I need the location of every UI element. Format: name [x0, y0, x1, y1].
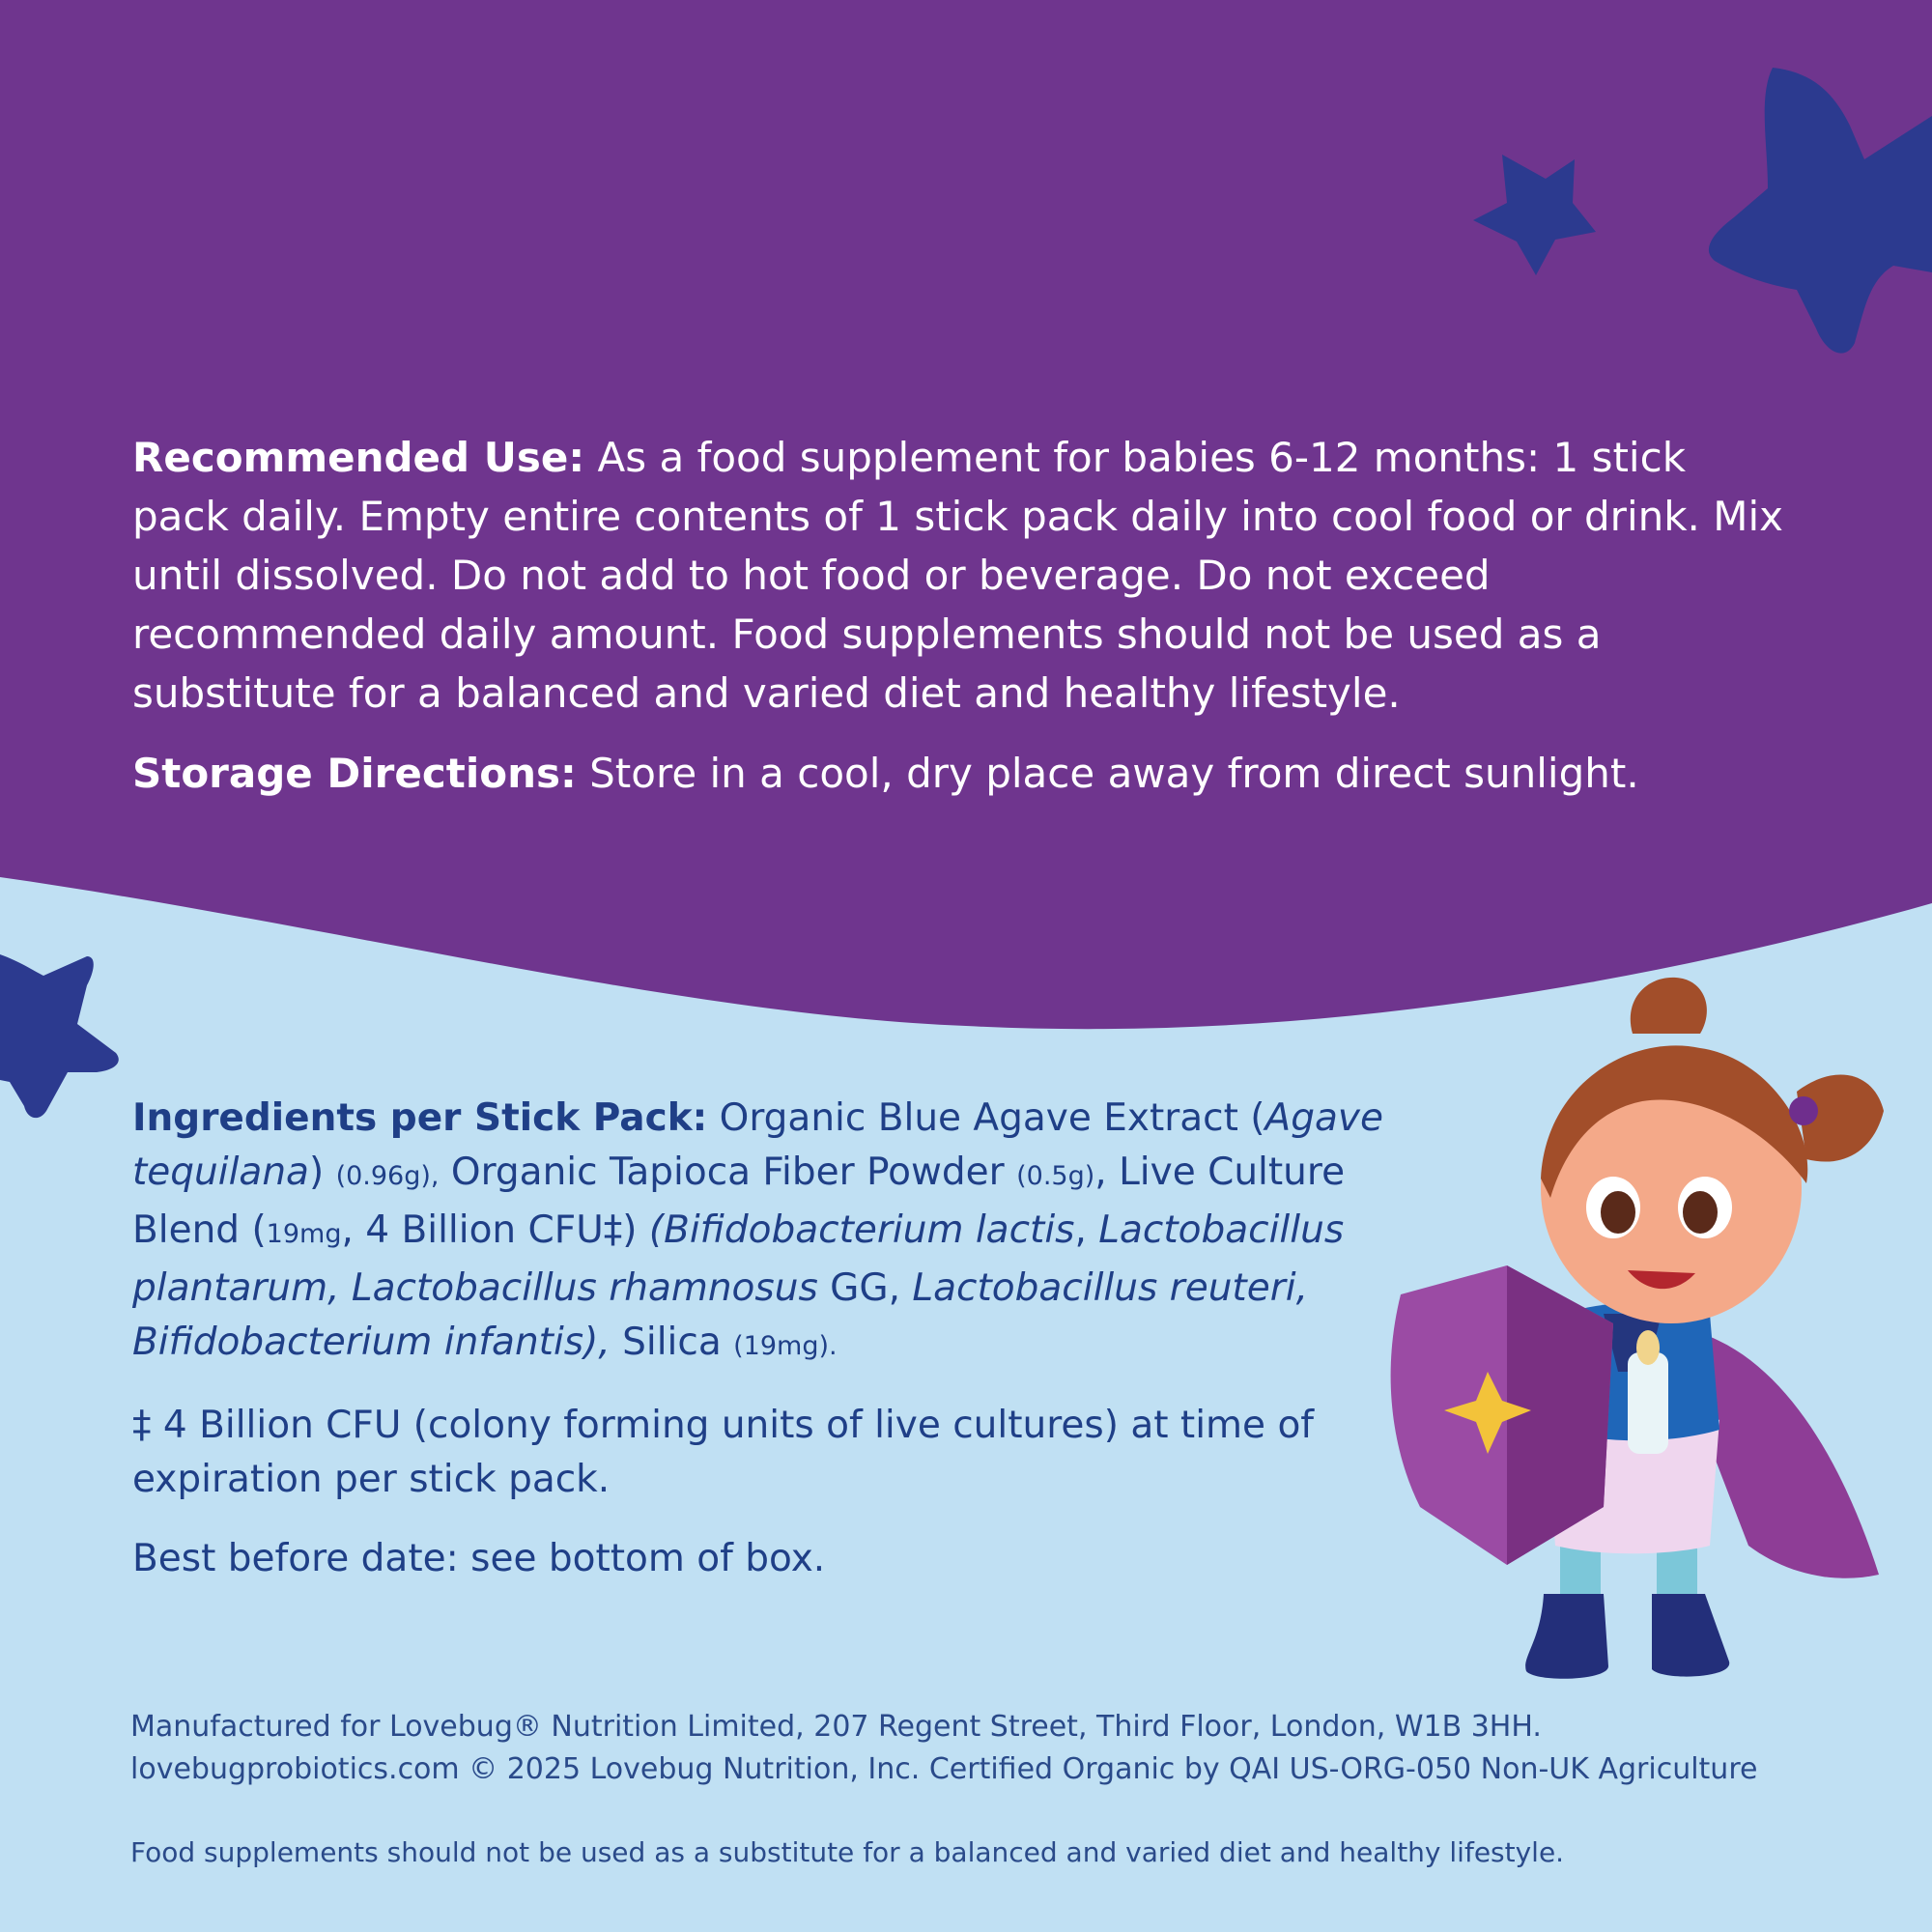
ingredients-text: , Live Culture Blend ( — [132, 1151, 1346, 1252]
disclaimer: Food supplements should not be used as a substitute for a balanced and varied diet and healthy lifestyle. — [130, 1836, 1565, 1868]
ingredients-amount: (19mg). — [733, 1331, 838, 1361]
ingredients-text: Organic Blue Agave Extract ( — [707, 1096, 1265, 1140]
ingredients-section — [132, 1092, 1398, 1611]
ingredients-italic: Lactobacillus reuteri, Bifidobacterium infantis), — [132, 1266, 1308, 1364]
best-before: Best before date: see bottom of box. — [132, 1537, 826, 1580]
ingredients-text: , — [1074, 1208, 1099, 1252]
storage-label: Storage Directions: — [132, 750, 577, 797]
ingredients-italic: Lactobacillus plantarum, Lactobacillus rhamnosus — [132, 1208, 1345, 1310]
recommended-use — [132, 428, 1794, 723]
manufacturer-line: Manufactured for Lovebug® Nutrition Limited, 207 Regent Street, Third Floor, London, W1B 3HH. — [130, 1710, 1542, 1744]
baby-bottle-icon — [1628, 1352, 1668, 1454]
recommended-section — [132, 428, 1794, 824]
certification-line: lovebugprobiotics.com © 2025 Lovebug Nutrition, Inc. Certified Organic by QAI US-ORG-050 Non-UK Agriculture — [130, 1752, 1758, 1786]
ingredients-amount: (0.5g) — [1016, 1161, 1095, 1191]
cfu-note: ‡ 4 Billion CFU (colony forming units of live cultures) at time of expiration per stick pack. — [132, 1404, 1315, 1501]
footer — [130, 1706, 1850, 1791]
ingredients-label: Ingredients per Stick Pack: — [132, 1096, 708, 1140]
ingredients-text: , 4 Billion CFU‡) — [341, 1208, 649, 1252]
recommended-use-text: As a food supplement for babies 6-12 months: 1 stick pack daily. Empty entire contents of 1 stick pack daily into cool food or drink. Mix until dissolved. Do not add to hot food or beverage. Do not exceed recommended daily amount. Food supplements should not be used as a substitute for a balanced and varied diet and healthy lifestyle. — [132, 434, 1784, 717]
superhero-girl-illustration — [1381, 966, 1884, 1700]
ingredients-text: ) — [308, 1151, 336, 1194]
ingredients-text: GG, — [817, 1266, 913, 1310]
ingredients — [132, 1092, 1398, 1374]
ingredients-amount: 19mg — [266, 1219, 342, 1249]
ingredients-text: Organic Tapioca Fiber Powder — [439, 1151, 1017, 1194]
ingredients-italic: Agave tequilana — [132, 1096, 1383, 1194]
storage-directions — [132, 744, 1794, 803]
ingredients-text: Silica — [610, 1321, 734, 1364]
storage-text: Store in a cool, dry place away from direct sunlight. — [576, 750, 1639, 797]
cape — [1700, 1333, 1879, 1578]
ingredients-italic: (Bifidobacterium lactis — [648, 1208, 1075, 1252]
ingredients-amount: (0.96g), — [335, 1161, 440, 1191]
recommended-use-label: Recommended Use: — [132, 434, 585, 481]
